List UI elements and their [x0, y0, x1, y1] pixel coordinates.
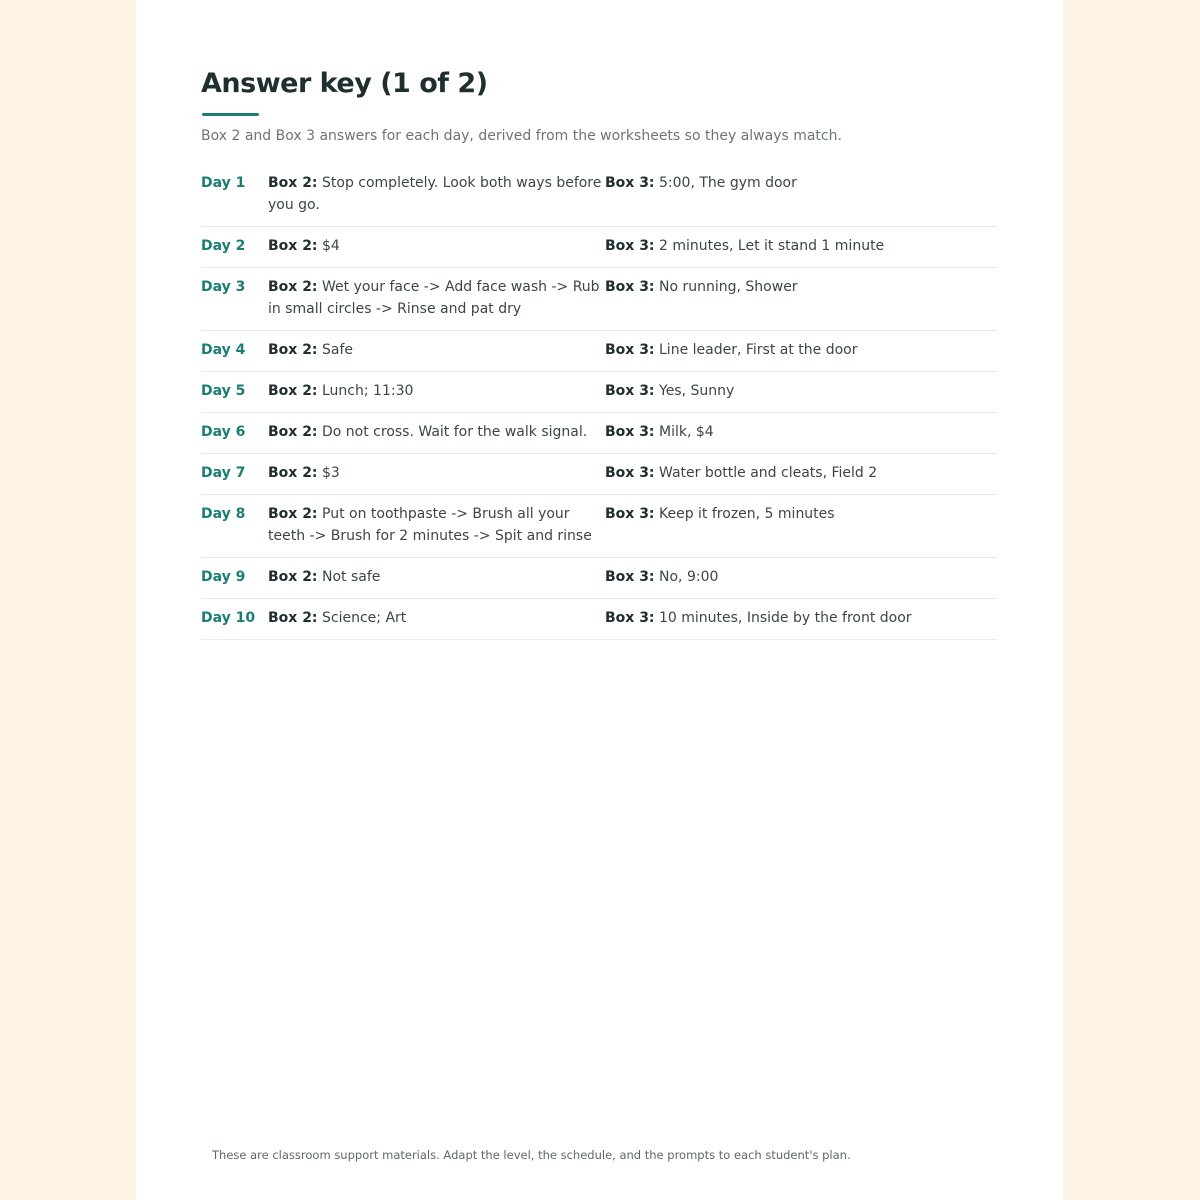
page-subtitle: Box 2 and Box 3 answers for each day, derived from the worksheets so they always match. [201, 128, 842, 144]
box2-label: Box 2: [268, 342, 318, 358]
day-label: Day 9 [201, 569, 246, 585]
box2-label: Box 2: [268, 465, 318, 481]
box3-answer [605, 235, 997, 257]
box3-value: Milk, $4 [659, 424, 714, 440]
page-title: Answer key (1 of 2) [201, 68, 488, 99]
box3-label: Box 3: [605, 383, 655, 399]
box3-label: Box 3: [605, 610, 655, 626]
box3-label: Box 3: [605, 465, 655, 481]
day-label: Day 6 [201, 424, 246, 440]
answer-row-day-5 [201, 372, 997, 413]
box2-answer [268, 607, 605, 629]
answer-row-day-9 [201, 558, 997, 599]
box2-label: Box 2: [268, 506, 318, 522]
box2-label: Box 2: [268, 175, 318, 191]
box3-answer [605, 421, 997, 443]
box3-label: Box 3: [605, 569, 655, 585]
box3-answer [605, 276, 997, 298]
box2-value: Do not cross. Wait for the walk signal. [322, 424, 588, 440]
box3-label: Box 3: [605, 342, 655, 358]
box2-answer [268, 172, 605, 216]
answer-row-day-1 [201, 164, 997, 227]
box2-value: Safe [322, 342, 354, 358]
answer-row-day-4 [201, 331, 997, 372]
day-label: Day 8 [201, 506, 246, 522]
answer-row-day-7 [201, 454, 997, 495]
answer-list [201, 164, 997, 640]
box3-answer [605, 172, 997, 194]
answer-row-day-6 [201, 413, 997, 454]
box2-answer [268, 235, 605, 257]
box3-value: No running, Shower [659, 279, 798, 295]
box3-answer [605, 339, 997, 361]
answer-row-day-2 [201, 227, 997, 268]
box2-answer [268, 380, 605, 402]
answer-row-day-3 [201, 268, 997, 331]
box2-answer [268, 566, 605, 588]
box2-label: Box 2: [268, 238, 318, 254]
box2-answer [268, 276, 605, 320]
box3-label: Box 3: [605, 279, 655, 295]
worksheet-page [136, 0, 1063, 1200]
box3-answer [605, 566, 997, 588]
box3-value: Keep it frozen, 5 minutes [659, 506, 835, 522]
day-label: Day 2 [201, 238, 246, 254]
day-label: Day 1 [201, 175, 246, 191]
box2-value: Science; Art [322, 610, 407, 626]
box3-value: Water bottle and cleats, Field 2 [659, 465, 878, 481]
day-label: Day 3 [201, 279, 246, 295]
box3-value: No, 9:00 [659, 569, 719, 585]
day-label: Day 5 [201, 383, 246, 399]
box3-label: Box 3: [605, 424, 655, 440]
box2-value: Stop completely. Look both ways before you go. [268, 175, 602, 213]
box3-value: 2 minutes, Let it stand 1 minute [659, 238, 885, 254]
box3-answer [605, 462, 997, 484]
box3-value: Yes, Sunny [659, 383, 735, 399]
box2-label: Box 2: [268, 279, 318, 295]
day-label: Day 10 [201, 610, 256, 626]
day-label: Day 4 [201, 342, 246, 358]
box3-value: 10 minutes, Inside by the front door [659, 610, 912, 626]
box2-value: Put on toothpaste -> Brush all your teeth -> Brush for 2 minutes -> Spit and rinse [268, 506, 592, 544]
box2-label: Box 2: [268, 383, 318, 399]
box2-value: $3 [322, 465, 340, 481]
box2-answer [268, 503, 605, 547]
box3-answer [605, 380, 997, 402]
box3-label: Box 3: [605, 238, 655, 254]
box3-value: Line leader, First at the door [659, 342, 858, 358]
box3-label: Box 3: [605, 506, 655, 522]
box2-value: Wet your face -> Add face wash -> Rub in small circles -> Rinse and pat dry [268, 279, 600, 317]
box3-label: Box 3: [605, 175, 655, 191]
box2-answer [268, 421, 605, 443]
answer-row-day-10 [201, 599, 997, 640]
box3-answer [605, 607, 997, 629]
box2-label: Box 2: [268, 424, 318, 440]
answer-row-day-8 [201, 495, 997, 558]
box2-value: $4 [322, 238, 340, 254]
box2-answer [268, 339, 605, 361]
page-footer-note: These are classroom support materials. Adapt the level, the schedule, and the prompts to each student's plan. [212, 1148, 851, 1162]
box3-value: 5:00, The gym door [659, 175, 797, 191]
box2-value: Lunch; 11:30 [322, 383, 414, 399]
box3-answer [605, 503, 997, 525]
box2-value: Not safe [322, 569, 381, 585]
box2-label: Box 2: [268, 569, 318, 585]
box2-answer [268, 462, 605, 484]
box2-label: Box 2: [268, 610, 318, 626]
day-label: Day 7 [201, 465, 246, 481]
title-underline [202, 113, 259, 116]
